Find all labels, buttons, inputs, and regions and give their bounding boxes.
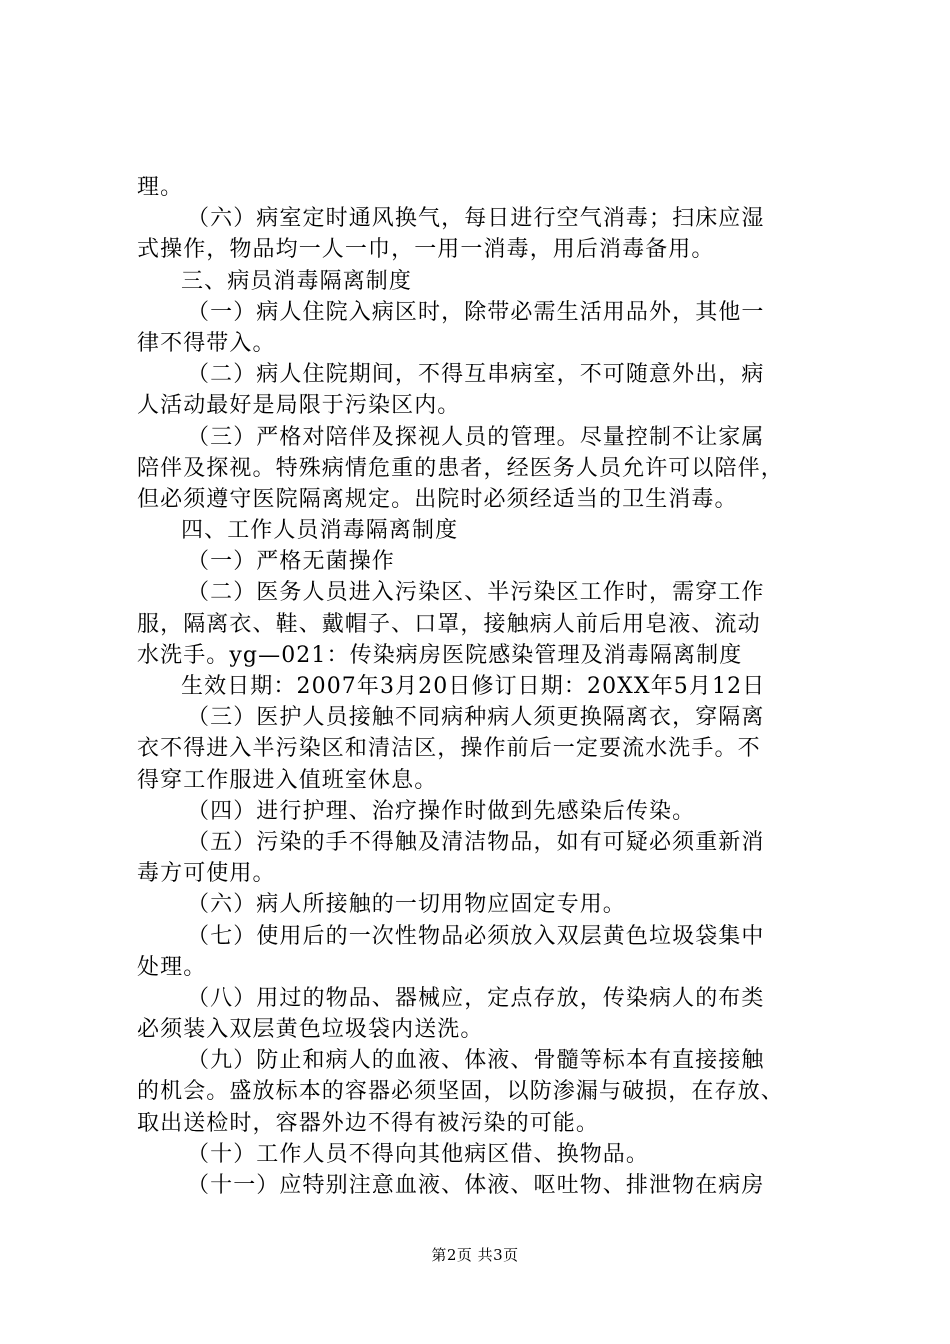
page-footer: 第2页 共3页 bbox=[431, 1246, 519, 1264]
text-line: （六）病人所接触的一切用物应固定专用。 bbox=[187, 892, 626, 918]
document-body bbox=[137, 172, 837, 1201]
text-line: （九）防止和病人的血液、体液、骨髓等标本有直接接触 bbox=[187, 1048, 765, 1074]
text-line: （三）医护人员接触不同病种病人须更换隔离衣，穿隔离 bbox=[187, 705, 765, 731]
text-line: 必须装入双层黄色垃圾袋内送洗。 bbox=[137, 1017, 484, 1043]
text-line: （四）进行护理、治疗操作时做到先感染后传染。 bbox=[187, 798, 696, 824]
text-line: （五）污染的手不得触及清洁物品，如有可疑必须重新消 bbox=[187, 829, 765, 855]
text-line: 服，隔离衣、鞋、戴帽子、口罩，接触病人前后用皂液、流动 bbox=[137, 611, 761, 637]
text-line: （二）病人住院期间，不得互串病室，不可随意外出，病 bbox=[187, 362, 765, 388]
text-line: （三）严格对陪伴及探视人员的管理。尽量控制不让家属 bbox=[187, 424, 765, 450]
text-line: （一）严格无菌操作 bbox=[187, 549, 395, 575]
text-line: 但必须遵守医院隔离规定。出院时必须经适当的卫生消毒。 bbox=[137, 486, 738, 512]
text-line: 得穿工作服进入值班室休息。 bbox=[137, 767, 438, 793]
text-line: 生效日期：2007年3月20日修订日期：20XX年5月12日 bbox=[181, 674, 766, 699]
text-line: 水洗手。yg—021：传染病房医院感染管理及消毒隔离制度 bbox=[137, 642, 743, 668]
text-line: （十）工作人员不得向其他病区借、换物品。 bbox=[187, 1141, 650, 1167]
text-line: 陪伴及探视。特殊病情危重的患者，经医务人员允许可以陪伴， bbox=[137, 455, 784, 481]
text-line: （六）病室定时通风换气，每日进行空气消毒；扫床应湿 bbox=[187, 206, 765, 232]
text-line: （七）使用后的一次性物品必须放入双层黄色垃圾袋集中 bbox=[187, 923, 765, 949]
text-line: （二）医务人员进入污染区、半污染区工作时，需穿工作 bbox=[187, 580, 765, 606]
text-line: 律不得带入。 bbox=[137, 330, 276, 356]
text-line: 三、病员消毒隔离制度 bbox=[181, 268, 413, 294]
text-line: 取出送检时，容器外边不得有被污染的可能。 bbox=[137, 1110, 600, 1136]
text-line: （八）用过的物品、器械应，定点存放，传染病人的布类 bbox=[187, 985, 765, 1011]
text-line: 处理。 bbox=[137, 954, 207, 980]
text-line: 理。 bbox=[137, 175, 184, 200]
text-line: （十一）应特别注意血液、体液、呕吐物、排泄物在病房 bbox=[187, 1173, 765, 1198]
text-line: 人活动最好是局限于污染区内。 bbox=[137, 393, 461, 419]
text-line: 式操作，物品均一人一巾，一用一消毒，用后消毒备用。 bbox=[137, 237, 715, 263]
text-line: 的机会。盛放标本的容器必须坚固，以防渗漏与破损，在存放、 bbox=[137, 1079, 784, 1105]
text-line: （一）病人住院入病区时，除带必需生活用品外，其他一 bbox=[187, 299, 765, 325]
text-line: 衣不得进入半污染区和清洁区，操作前后一定要流水洗手。不 bbox=[137, 736, 761, 762]
text-line: 毒方可使用。 bbox=[137, 861, 276, 887]
text-line: 四、工作人员消毒隔离制度 bbox=[181, 518, 459, 544]
